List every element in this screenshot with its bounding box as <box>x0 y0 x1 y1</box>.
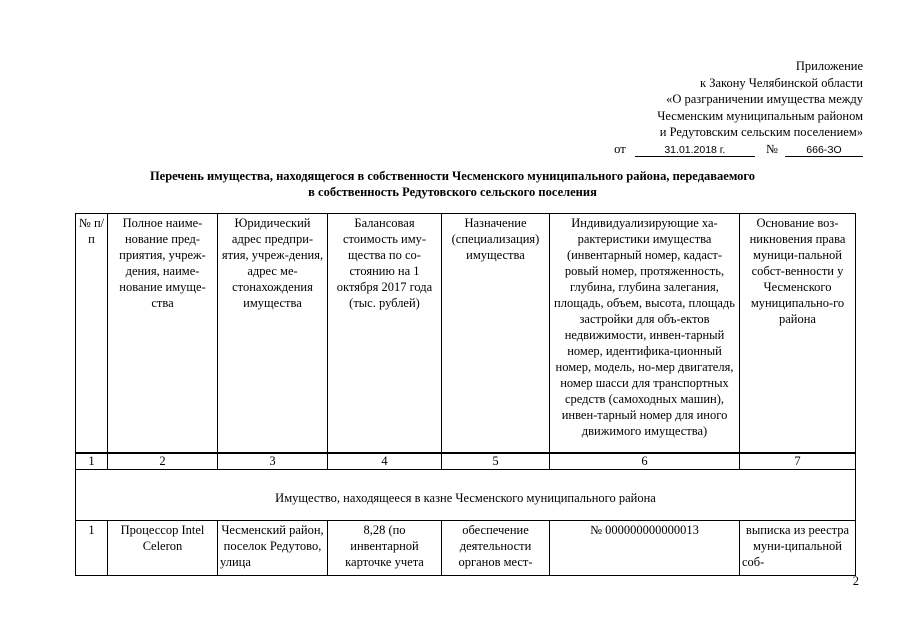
column-number: 6 <box>550 453 740 470</box>
appendix-line: Приложение <box>795 59 863 73</box>
column-number: 2 <box>108 453 218 470</box>
header-cell: Назначение (специализация) имущества <box>442 214 550 454</box>
column-number: 1 <box>76 453 108 470</box>
title-line-2: в собственность Редутовского сельского поселения <box>308 185 597 199</box>
property-purpose: обеспечение деятельности органов мест- <box>442 521 550 576</box>
appendix-block <box>614 58 863 157</box>
header-cell: Балансовая стоимость иму-щества по со-стоянию на 1 октября 2017 года (тыс. рублей) <box>328 214 442 454</box>
law-date-number-line <box>614 141 863 158</box>
appendix-line: «О разграничении имущества между <box>666 92 863 106</box>
header-cell: Индивидуализирующие ха-рактеристики имущества (инвентарный номер, кадаст-ровый номер, протяженность, глубина, глубина залегания, площадь, объем, высота, площадь застройки для объ-ектов недвижимости, инвен-тарный номер, идентифика-ционный номер, модель, но-мер двигателя, номер шасси для транспортных средств (самоходных машин), инвен-тарный номер для иного движимого имущества) <box>550 214 740 454</box>
column-number: 5 <box>442 453 550 470</box>
ownership-basis: выписка из реестра муни-ципальной соб- <box>740 521 856 576</box>
header-cell: № п/п <box>76 214 108 454</box>
appendix-line: и Редутовским сельским поселением» <box>659 125 863 139</box>
column-number: 4 <box>328 453 442 470</box>
document-title <box>0 168 905 200</box>
property-table <box>75 213 856 576</box>
law-date: 31.01.2018 г. <box>635 144 755 157</box>
header-cell: Юридический адрес предпри-ятия, учреж-дения, адрес ме-стонахождения имущества <box>218 214 328 454</box>
appendix-line: к Закону Челябинской области <box>700 75 863 90</box>
from-label: от <box>614 141 626 156</box>
row-number: 1 <box>76 521 108 576</box>
property-address: Чесменский район, поселок Редутово, улица <box>218 521 328 576</box>
property-name: Процессор Intel Celeron <box>108 521 218 576</box>
section-heading: Имущество, находящееся в казне Чесменского муниципального района <box>76 470 856 521</box>
section-row <box>76 470 856 521</box>
appendix-line: Чесменским муниципальным районом <box>657 108 863 123</box>
property-value: 8,28 (по инвентарной карточке учета <box>328 521 442 576</box>
table-row <box>76 521 856 576</box>
header-row <box>76 214 856 454</box>
page-number: 2 <box>852 574 859 588</box>
column-number-row <box>76 453 856 470</box>
header-cell: Полное наиме-нование пред-приятия, учреж-дения, наиме-нование имуще-ства <box>108 214 218 454</box>
law-number: 666-ЗО <box>785 144 863 157</box>
header-cell: Основание воз-никновения права муници-пальной собст-венности у Чесменского муниципально-го района <box>740 214 856 454</box>
number-label: № <box>765 141 778 156</box>
property-characteristics: № 000000000000013 <box>550 521 740 576</box>
column-number: 3 <box>218 453 328 470</box>
title-line-1: Перечень имущества, находящегося в собственности Чесменского муниципального района, передаваемого <box>149 169 756 183</box>
column-number: 7 <box>740 453 856 470</box>
